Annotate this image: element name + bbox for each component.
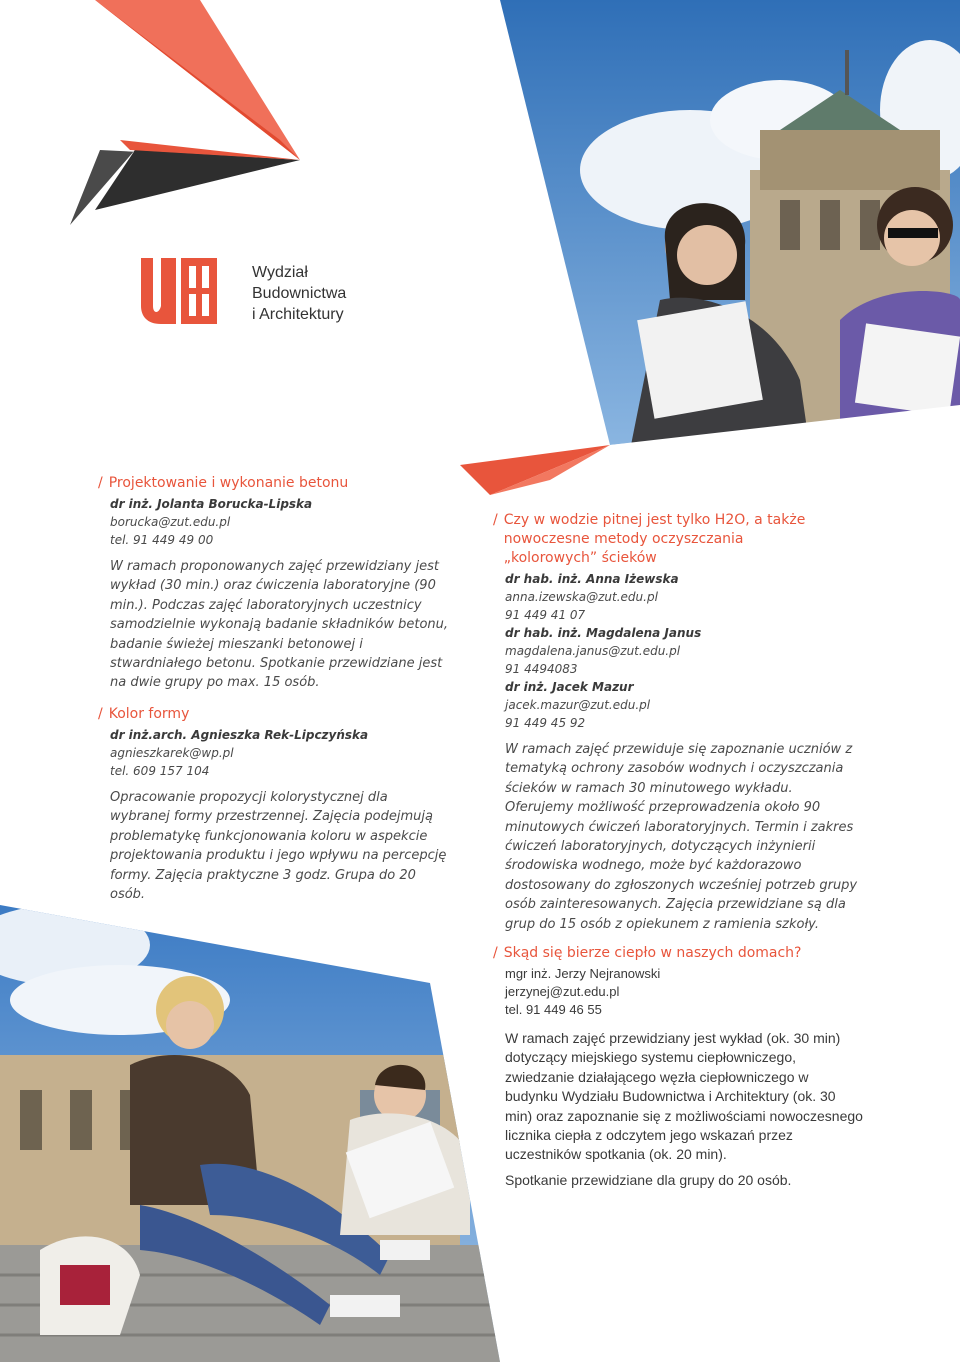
- section-heat: [493, 944, 863, 1190]
- person-email[interactable]: magdalena.janus@zut.edu.pl: [505, 644, 681, 658]
- section-concrete-description: W ramach proponowanych zajęć przewidziany jest wykład (30 min.) oraz ćwiczenia laboratoryjne (90 min.). Podczas zajęć laboratoryjnych uczestnicy samodzielnie wykonają badanie składników betonu, badanie świeżej mieszanki betonowej i stwardniałego betonu. Spotkanie przewidziane jest na dwie grupy po max. 15 osób.: [110, 559, 449, 691]
- section-water-person-2: [505, 624, 863, 678]
- section-concrete-phone: tel. 91 449 49 00: [110, 533, 214, 547]
- section-concrete: [98, 474, 458, 693]
- section-water-description: W ramach zajęć przewiduje się zapoznanie uczniów z tematyką ochrony zasobów wodnych i oczyszczania ścieków w ramach 30 minutowego wykładu. Oferujemy możliwość przeprowadzenia około 90 minutowych ćwiczeń laboratoryjnych. Termin i zakres ćwiczeń laboratoryjnych, dotyczących inżynierii środowiska wodnego, może być każdorazowo dostosowany do zgłoszonych wcześniej potrzeb grupy osób zainteresowanych. Zajęcia przewidziane są dla grup do 15 osób z opiekunem z ramienia szkoły.: [505, 742, 858, 932]
- section-color-person: dr inż.arch. Agnieszka Rek-Lipczyńska: [110, 728, 369, 742]
- decorative-ribbon-top: [0, 0, 480, 240]
- faculty-name-line2: Budownictwa: [252, 285, 347, 302]
- section-color-description: Opracowanie propozycji kolorystycznej dla wybranej formy przestrzennej. Zajęcia podejmują problematykę funkcjonowania koloru w aspekcie projektowania produktu i jego wpływu na percepcję formy. Zajęcia praktyczne 3 godz. Grupa do 20 osób.: [110, 790, 447, 903]
- section-heat-email[interactable]: jerzynej@zut.edu.pl: [505, 984, 620, 999]
- section-water-person-1: [505, 570, 863, 624]
- person-email[interactable]: anna.izewska@zut.edu.pl: [505, 590, 658, 604]
- section-heat-person: mgr inż. Jerzy Nejranowski: [505, 966, 661, 981]
- person-name: dr hab. inż. Magdalena Janus: [505, 626, 702, 640]
- section-water-title: / Czy w wodzie pitnej jest tylko H2O, a także nowoczesne metody oczyszczania „kolorowych” ścieków: [493, 511, 863, 568]
- section-color-title-text: Kolor formy: [108, 706, 190, 722]
- person-email[interactable]: jacek.mazur@zut.edu.pl: [505, 698, 651, 712]
- section-concrete-title: / Projektowanie i wykonanie betonu: [98, 475, 349, 491]
- section-concrete-title-text: Projektowanie i wykonanie betonu: [108, 475, 349, 491]
- section-heat-title: / Skąd się bierze ciepło w naszych domach?: [493, 945, 802, 961]
- faculty-name-line1: Wydział: [252, 264, 308, 281]
- person-phone: 91 4494083: [505, 662, 578, 676]
- person-phone: 91 449 45 92: [505, 716, 586, 730]
- person-name: dr inż. Jacek Mazur: [505, 680, 634, 694]
- students-photo-bottom: [0, 905, 500, 1362]
- section-heat-phone: tel. 91 449 46 55: [505, 1002, 602, 1017]
- person-name: dr hab. inż. Anna Iżewska: [505, 572, 679, 586]
- section-water: [493, 511, 863, 934]
- faculty-logo-icon: [141, 258, 219, 324]
- faculty-name: [252, 262, 346, 325]
- section-color-title: / Kolor formy: [98, 706, 190, 722]
- section-water-title-text: Czy w wodzie pitnej jest tylko H2O, a także nowoczesne metody oczyszczania „kolorowych” ścieków: [503, 512, 806, 566]
- section-heat-title-text: Skąd się bierze ciepło w naszych domach?: [503, 945, 802, 961]
- section-concrete-person: dr inż. Jolanta Borucka-Lipska: [110, 497, 313, 511]
- section-heat-description: W ramach zajęć przewidziany jest wykład (ok. 30 min) dotyczący miejskiego systemu ciepłowniczego, zwiedzanie działającego węzła ciepłowniczego w budynku Wydziału Budownictwa i Architektury (ok. 30 min) oraz zapoznanie się z możliwościami nowoczesnego licznika ciepła z odczytem jego wskazań przez uczestników spotkania (ok. 20 min).: [505, 1030, 863, 1163]
- section-concrete-email[interactable]: borucka@zut.edu.pl: [110, 515, 231, 529]
- students-photo-top: [460, 0, 960, 470]
- faculty-name-line3: i Architektury: [252, 306, 344, 323]
- person-phone: 91 449 41 07: [505, 608, 586, 622]
- section-water-person-3: [505, 678, 863, 732]
- section-color-email[interactable]: agnieszkarek@wp.pl: [110, 746, 234, 760]
- decorative-ribbon-middle: [460, 420, 660, 500]
- section-heat-note: Spotkanie przewidziane dla grupy do 20 osób.: [505, 1171, 792, 1188]
- section-color: [98, 705, 448, 904]
- section-color-phone: tel. 609 157 104: [110, 764, 210, 778]
